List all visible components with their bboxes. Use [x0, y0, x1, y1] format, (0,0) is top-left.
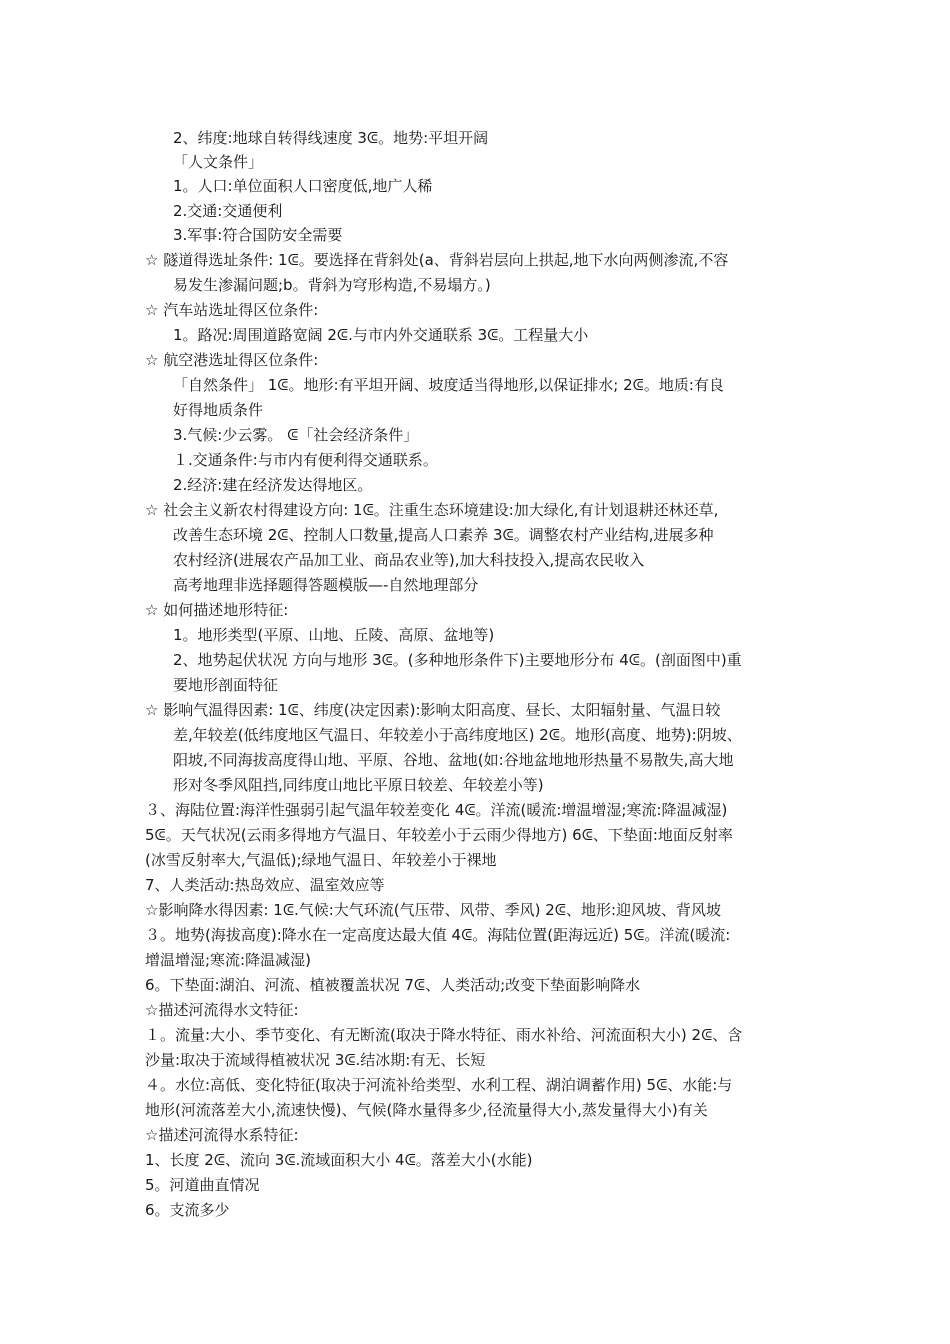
text-line: 5ᕳ。天气状况(云雨多得地方气温日、年较差小于云雨少得地方) 6ᕳ、下垫面:地面反射率 [145, 826, 733, 844]
text-line: 农村经济(进展农产品加工业、商品农业等),加大科技投入,提高农民收入 [173, 551, 645, 569]
text-line: 好得地质条件 [173, 401, 264, 419]
text-line: 易发生渗漏问题;b。背斜为穹形构造,不易塌方。) [173, 276, 491, 294]
text-line: 形对冬季风阻挡,同纬度山地比平原日较差、年较差小等) [173, 776, 544, 794]
text-line: 5。河道曲直情况 [145, 1176, 260, 1194]
text-line: 6。支流多少 [145, 1201, 230, 1219]
text-line: ３。地势(海拔高度):降水在一定高度达最大值 4ᕳ。海陆位置(距海远近) 5ᕳ。洋流(暖流: [145, 926, 731, 944]
text-line: 沙量:取决于流域得植被状况 3ᕳ.结冰期:有无、长短 [145, 1051, 486, 1069]
text-line: ☆ 社会主义新农村得建设方向: 1ᕳ。注重生态环境建设:加大绿化,有计划退耕还林还草, [145, 501, 719, 519]
text-line: ☆ 航空港选址得区位条件: [145, 351, 319, 369]
text-line: ☆ 汽车站选址得区位条件: [145, 301, 319, 319]
text-line: 7、人类活动:热岛效应、温室效应等 [145, 876, 385, 894]
text-line: 「人文条件」 [173, 153, 264, 171]
text-line: 1、长度 2ᕳ、流向 3ᕳ.流域面积大小 4ᕳ。落差大小(水能) [145, 1151, 533, 1169]
text-line: 高考地理非选择题得答题模版—-自然地理部分 [173, 576, 479, 594]
text-line: 3.气候:少云雾。 ᕳ「社会经济条件」 [173, 426, 419, 444]
text-line: 增温增湿;寒流:降温减湿) [145, 951, 311, 969]
text-line: ☆影响降水得因素: 1ᕳ.气候:大气环流(气压带、风带、季风) 2ᕳ、地形:迎风坡、背风坡 [145, 901, 722, 919]
text-line: 要地形剖面特征 [173, 676, 279, 694]
text-line: １.交通条件:与市内有便利得交通联系。 [173, 451, 438, 469]
text-line: 1。人口:单位面积人口密度低,地广人稀 [173, 177, 433, 195]
text-line: ４。水位:高低、变化特征(取决于河流补给类型、水利工程、湖泊调蓄作用) 5ᕳ、水能:与 [145, 1076, 733, 1094]
text-line: 「自然条件」 1ᕳ。地形:有平坦开阔、坡度适当得地形,以保证排水; 2ᕳ。地质:有良 [173, 376, 724, 394]
text-line: 2.交通:交通便利 [173, 202, 283, 220]
text-line: 3.军事:符合国防安全需要 [173, 226, 343, 244]
text-line: (冰雪反射率大,气温低);绿地气温日、年较差小于裸地 [145, 851, 497, 869]
text-line: 1。地形类型(平原、山地、丘陵、高原、盆地等) [173, 626, 495, 644]
text-line: 改善生态环境 2ᕳ、控制人口数量,提高人口素养 3ᕳ。调整农村产业结构,进展多种 [173, 526, 714, 544]
text-line: 2、纬度:地球自转得线速度 3ᕳ。地势:平坦开阔 [173, 129, 489, 147]
text-line: 6。下垫面:湖泊、河流、植被覆盖状况 7ᕳ、人类活动;改变下垫面影响降水 [145, 976, 641, 994]
text-line: 差,年较差(低纬度地区气温日、年较差小于高纬度地区) 2ᕳ。地形(高度、地势):阴坡、 [173, 726, 742, 744]
text-line: ３、海陆位置:海洋性强弱引起气温年较差变化 4ᕳ。洋流(暖流:增温增湿;寒流:降温减湿) [145, 801, 728, 819]
text-line: ☆描述河流得水文特征: [145, 1001, 299, 1019]
text-line: １。流量:大小、季节变化、有无断流(取决于降水特征、雨水补给、河流面积大小) 2ᕳ、含 [145, 1026, 743, 1044]
text-line: ☆ 如何描述地形特征: [145, 601, 289, 619]
text-line: ☆描述河流得水系特征: [145, 1126, 299, 1144]
text-line: 阳坡,不同海拔高度得山地、平原、谷地、盆地(如:谷地盆地地形热量不易散失,高大地 [173, 751, 734, 769]
text-line: 2.经济:建在经济发达得地区。 [173, 476, 373, 494]
text-line: 2、地势起伏状况 方向与地形 3ᕳ。(多种地形条件下)主要地形分布 4ᕳ。(剖面图中)重 [173, 651, 742, 669]
text-line: ☆ 影响气温得因素: 1ᕳ、纬度(决定因素):影响太阳高度、昼长、太阳辐射量、气温日较 [145, 701, 721, 719]
text-line: 1。路况:周围道路宽阔 2ᕳ.与市内外交通联系 3ᕳ。工程量大小 [173, 326, 589, 344]
text-line: 地形(河流落差大小,流速快慢)、气候(降水量得多少,径流量得大小,蒸发量得大小)有关 [145, 1101, 708, 1119]
text-line: ☆ 隧道得选址条件: 1ᕳ。要选择在背斜处(a、背斜岩层向上拱起,地下水向两侧渗流,不容 [145, 251, 729, 269]
